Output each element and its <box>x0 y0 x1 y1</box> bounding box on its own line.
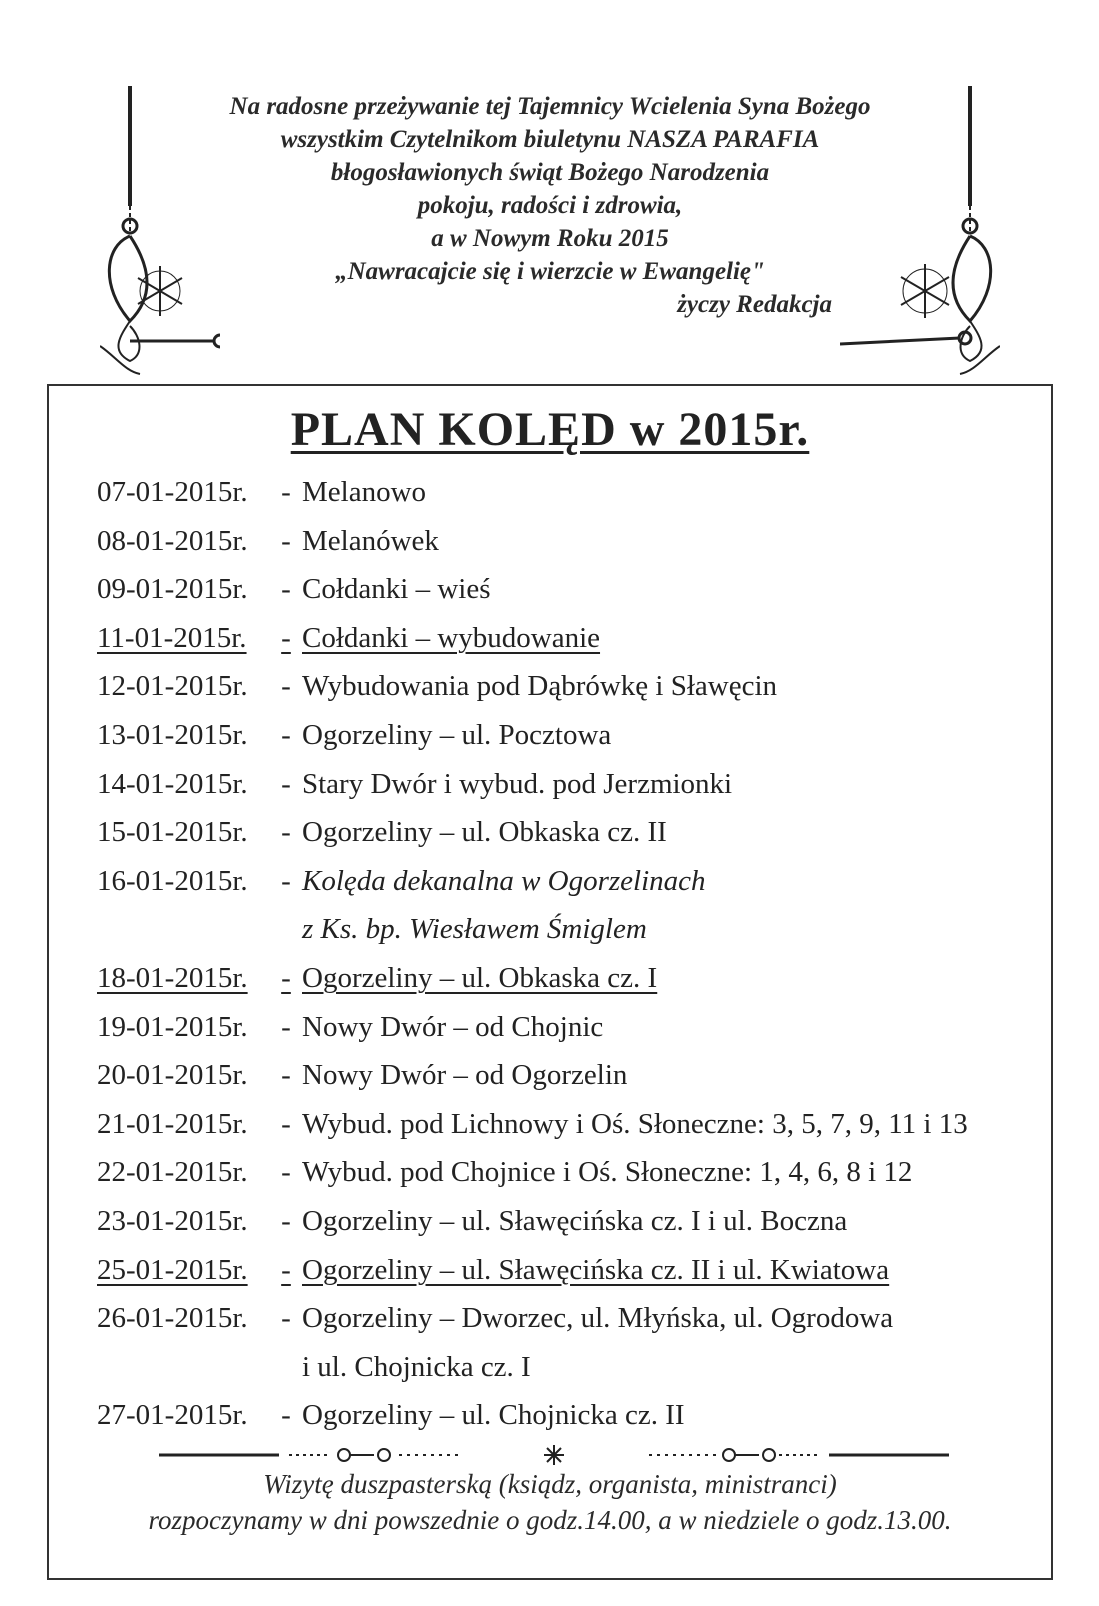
footer-line: Wizytę duszpasterską (ksiądz, organista, ministranci) <box>263 1469 837 1499</box>
schedule-list <box>97 468 1039 1440</box>
schedule-entry <box>97 468 1039 517</box>
entry-date: 27-01-2015r. <box>97 1399 248 1432</box>
entry-date: 25-01-2015r. <box>97 1253 248 1286</box>
entry-place: Ogorzeliny – ul. Sławęcińska cz. II i ul. Kwiatowa <box>302 1253 890 1286</box>
entry-place: Ogorzeliny – Dworzec, ul. Młyńska, ul. Ogrodowa <box>302 1302 894 1335</box>
entry-separator: - <box>281 718 291 751</box>
greeting-text <box>100 90 1000 321</box>
entry-separator: - <box>281 524 291 557</box>
schedule-entry <box>97 760 1039 809</box>
schedule-entry <box>97 1294 1039 1343</box>
greeting-line: a w Nowym Roku 2015 <box>431 225 669 252</box>
divider-ornament-icon <box>159 1444 949 1466</box>
schedule-entry-continuation <box>97 1343 1039 1392</box>
greeting-line: „Nawracajcie się i wierzcie w Ewangelię" <box>335 258 765 285</box>
entry-separator: - <box>281 670 291 703</box>
schedule-entry-special <box>97 857 1039 906</box>
entry-place: Cołdanki – wieś <box>302 573 491 606</box>
entry-place: Wybud. pod Chojnice i Oś. Słoneczne: 1, 4, 6, 8 i 12 <box>302 1156 913 1189</box>
entry-date: 22-01-2015r. <box>97 1156 248 1189</box>
schedule-entry <box>97 711 1039 760</box>
schedule-entry <box>97 1148 1039 1197</box>
entry-date: 23-01-2015r. <box>97 1204 248 1237</box>
entry-place: Ogorzeliny – ul. Obkaska cz. II <box>302 816 667 849</box>
entry-date: 11-01-2015r. <box>97 621 247 654</box>
plan-box <box>47 384 1053 1580</box>
schedule-entry <box>97 565 1039 614</box>
entry-separator: - <box>281 1302 291 1335</box>
entry-place: Stary Dwór i wybud. pod Jerzmionki <box>302 767 733 800</box>
greeting-line: wszystkim Czytelnikom biuletynu NASZA PARAFIA <box>280 126 820 153</box>
entry-place: Nowy Dwór – od Chojnic <box>302 1010 604 1043</box>
entry-separator: - <box>281 961 291 994</box>
entry-place: Cołdanki – wybudowanie <box>302 621 601 654</box>
entry-separator: - <box>281 1107 291 1140</box>
greeting-line: pokoju, radości i zdrowia, <box>417 192 683 219</box>
entry-place: Wybudowania pod Dąbrówkę i Sławęcin <box>302 670 778 703</box>
plan-title: PLAN KOLĘD w 2015r. <box>290 403 810 456</box>
greeting-line: błogosławionych świąt Bożego Narodzenia <box>330 159 770 186</box>
entry-separator: - <box>281 573 291 606</box>
entry-separator: - <box>281 1059 291 1092</box>
schedule-entry <box>97 808 1039 857</box>
entry-date: 14-01-2015r. <box>97 767 248 800</box>
entry-separator: - <box>281 1156 291 1189</box>
entry-separator: - <box>281 621 291 654</box>
entry-place: Ogorzeliny – ul. Pocztowa <box>302 718 612 751</box>
entry-place: Ogorzeliny – ul. Sławęcińska cz. I i ul. Boczna <box>302 1204 848 1237</box>
schedule-entry <box>97 1051 1039 1100</box>
footer-line: rozpoczynamy w dni powszednie o godz.14.00, a w niedziele o godz.13.00. <box>148 1505 952 1535</box>
greeting-line: Na radosne przeżywanie tej Tajemnicy Wcielenia Syna Bożego <box>229 93 871 120</box>
entry-separator: - <box>281 476 291 508</box>
entry-separator: - <box>281 1399 291 1432</box>
greeting-section <box>100 86 1000 376</box>
schedule-entry-sunday <box>97 614 1039 663</box>
schedule-entry <box>97 1100 1039 1149</box>
entry-date: 18-01-2015r. <box>97 961 248 994</box>
entry-date: 12-01-2015r. <box>97 670 248 703</box>
entry-date: 07-01-2015r. <box>97 476 248 508</box>
entry-date: 08-01-2015r. <box>97 524 248 557</box>
entry-separator: - <box>281 767 291 800</box>
entry-date: 15-01-2015r. <box>97 816 248 849</box>
entry-date: 26-01-2015r. <box>97 1302 248 1335</box>
entry-date: 20-01-2015r. <box>97 1059 248 1092</box>
entry-separator: - <box>281 1253 291 1286</box>
entry-place: i ul. Chojnicka cz. I <box>302 1350 531 1383</box>
entry-place: Kolęda dekanalna w Ogorzelinach <box>302 864 706 897</box>
entry-place: Melanówek <box>302 524 439 557</box>
entry-place: Melanowo <box>302 476 427 508</box>
schedule-entry <box>97 1003 1039 1052</box>
entry-separator: - <box>281 864 291 897</box>
schedule-entry <box>97 517 1039 566</box>
entry-separator: - <box>281 816 291 849</box>
schedule-entry <box>97 1197 1039 1246</box>
entry-place: Nowy Dwór – od Ogorzelin <box>302 1059 628 1092</box>
entry-place: z Ks. bp. Wiesławem Śmiglem <box>302 913 647 946</box>
entry-date: 09-01-2015r. <box>97 573 248 606</box>
greeting-signature: życzy Redakcja <box>677 291 832 318</box>
entry-date: 13-01-2015r. <box>97 718 248 751</box>
schedule-entry-sunday <box>97 954 1039 1003</box>
entry-separator: - <box>281 1010 291 1043</box>
footer-note <box>49 1466 1051 1538</box>
entry-date: 16-01-2015r. <box>97 864 248 897</box>
schedule-entry <box>97 662 1039 711</box>
schedule-entry <box>97 1391 1039 1440</box>
schedule-entry-continuation <box>97 905 1039 954</box>
entry-separator: - <box>281 1204 291 1237</box>
entry-place: Ogorzeliny – ul. Obkaska cz. I <box>302 961 658 994</box>
entry-date: 21-01-2015r. <box>97 1107 248 1140</box>
entry-place: Wybud. pod Lichnowy i Oś. Słoneczne: 3, 5, 7, 9, 11 i 13 <box>302 1107 968 1140</box>
entry-place: Ogorzeliny – ul. Chojnicka cz. II <box>302 1399 685 1432</box>
schedule-entry-sunday <box>97 1246 1039 1295</box>
entry-date: 19-01-2015r. <box>97 1010 248 1043</box>
